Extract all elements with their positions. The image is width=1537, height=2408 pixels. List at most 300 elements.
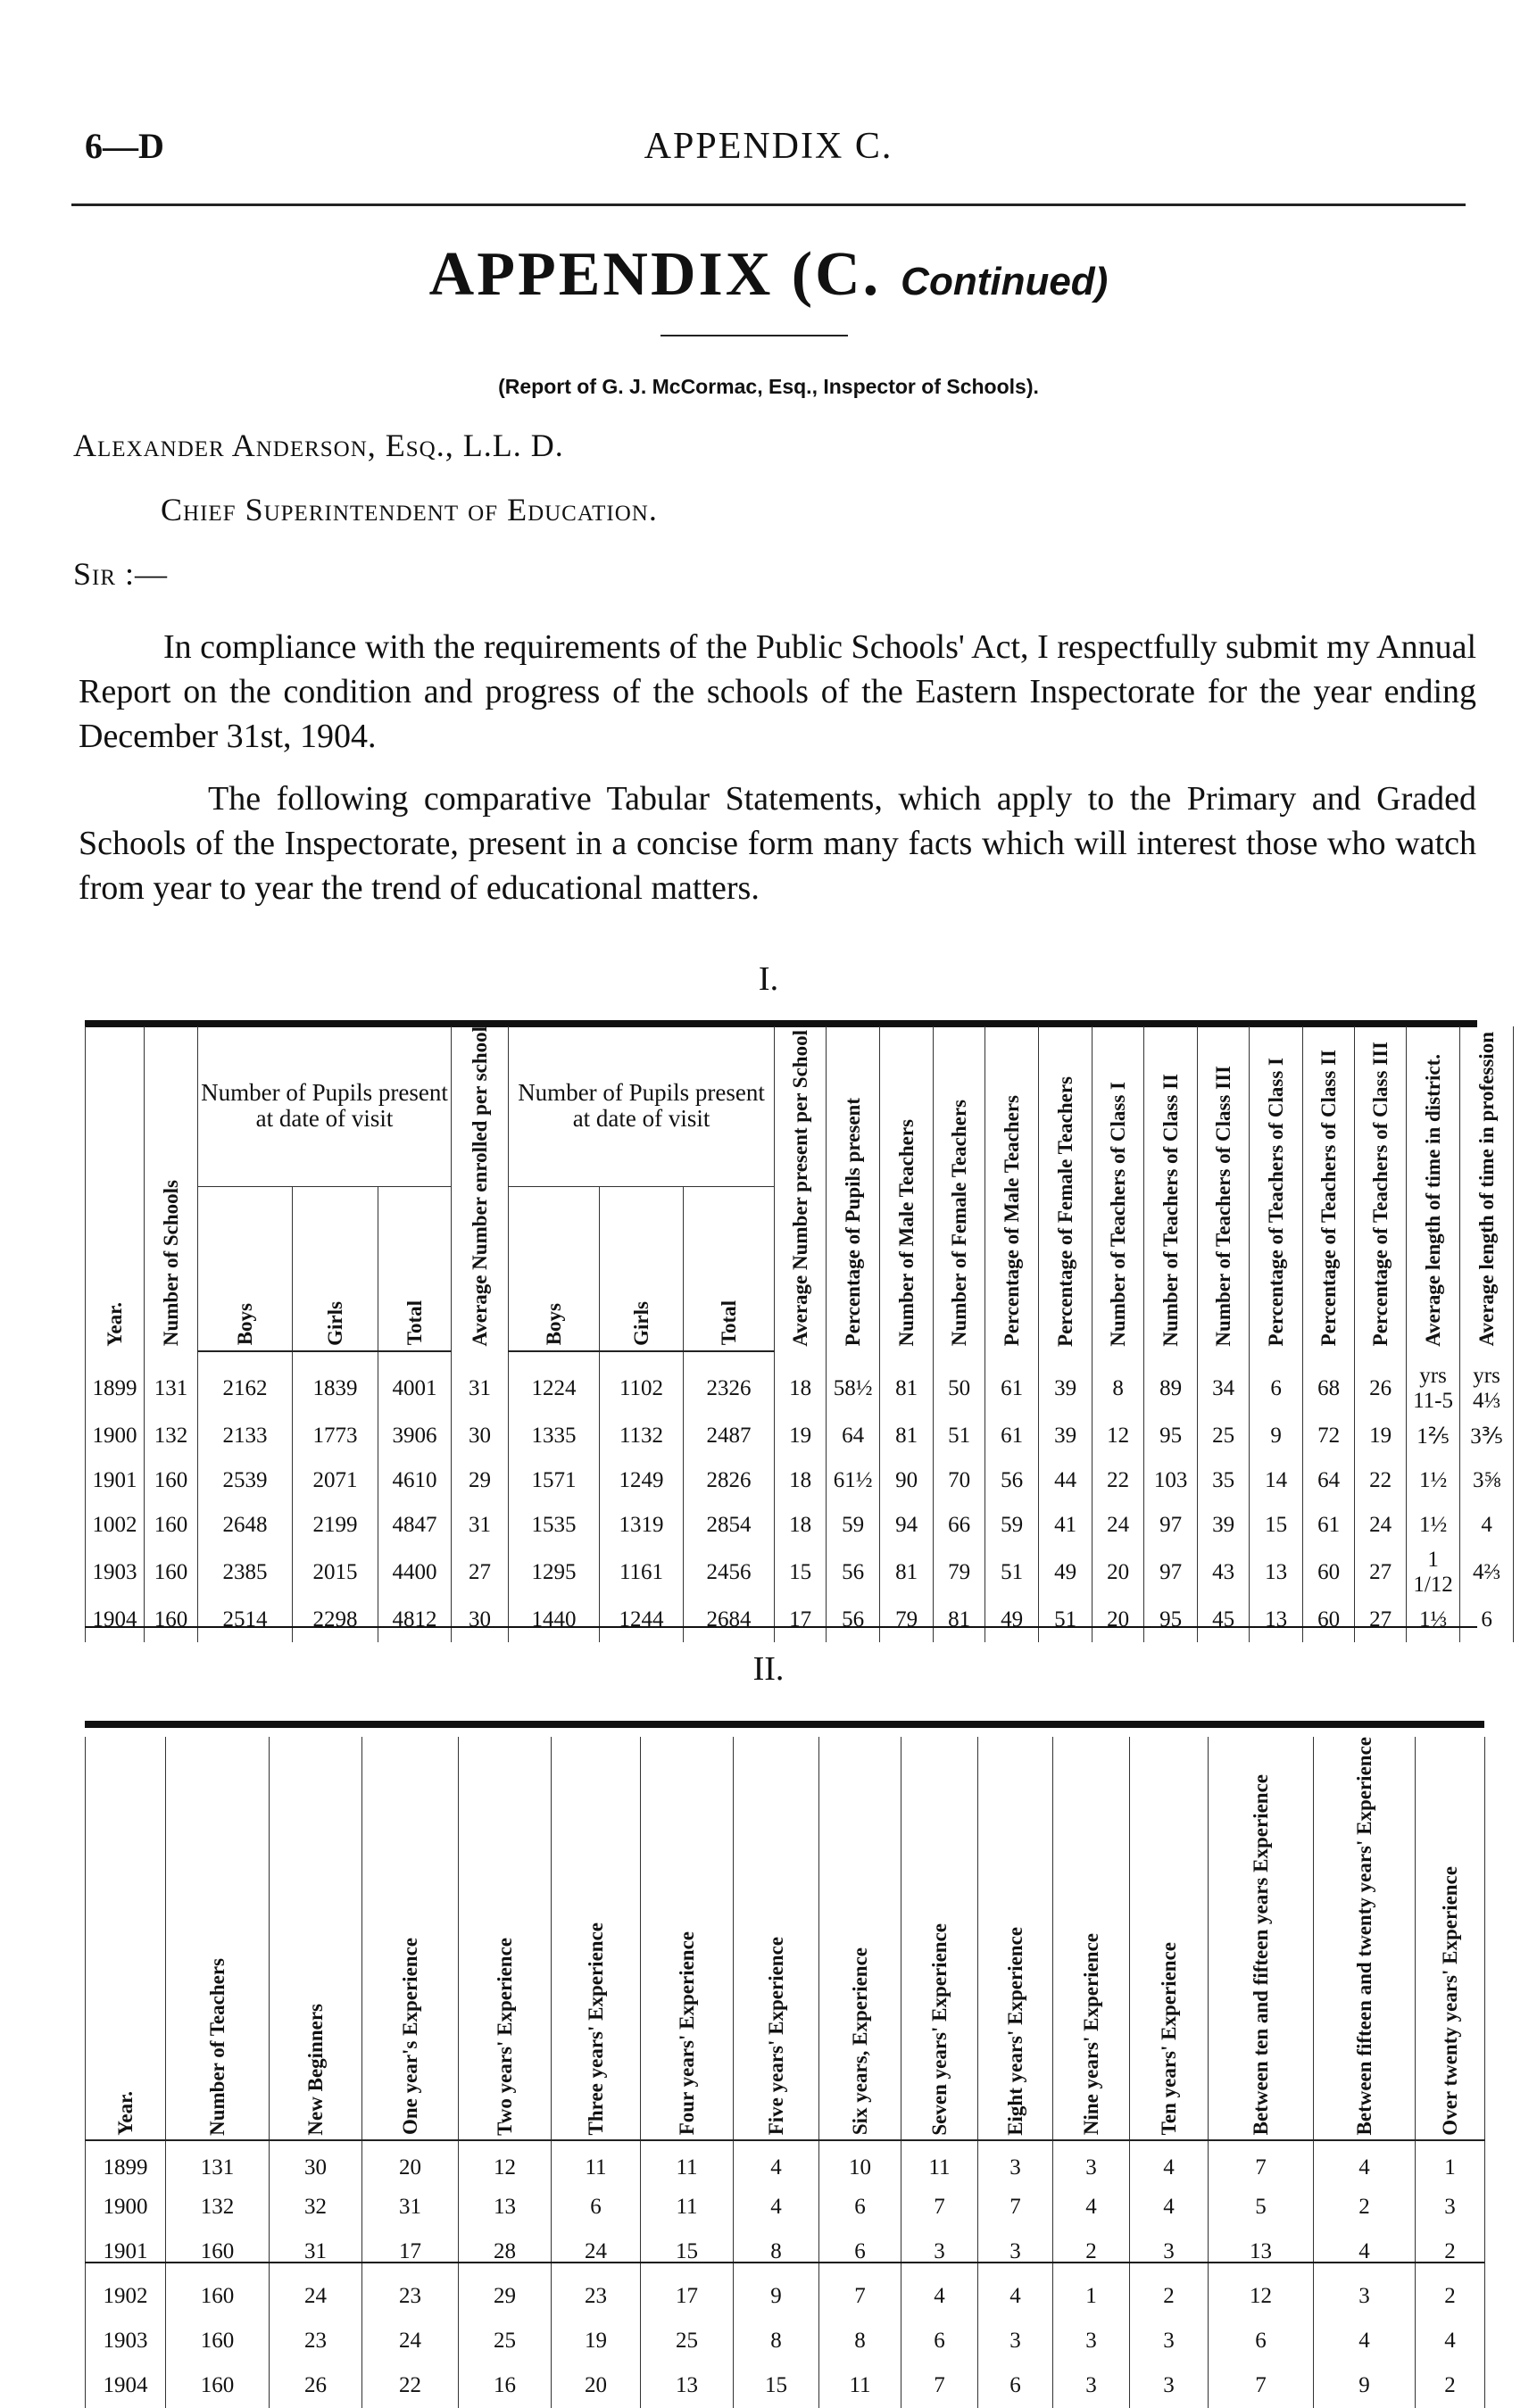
table-cell: 5 xyxy=(1209,2185,1314,2229)
table-cell: 2684 xyxy=(684,1598,775,1642)
table-row xyxy=(86,2185,1485,2229)
running-head xyxy=(85,125,1452,179)
table-cell: yrs 4⅓ xyxy=(1460,1351,1514,1414)
table-cell: 2071 xyxy=(293,1458,378,1503)
table-cell: 61 xyxy=(1303,1503,1355,1548)
table-cell: 1½ xyxy=(1407,1458,1460,1503)
table-cell: 2456 xyxy=(684,1548,775,1598)
table-cell: 1 1/12 xyxy=(1407,1548,1460,1598)
table-cell: 1335 xyxy=(509,1414,600,1458)
col-exp9: Nine years' Experience xyxy=(1053,1737,1130,2140)
table-cell: 59 xyxy=(827,1503,880,1548)
table-cell: 3 xyxy=(1053,2363,1130,2408)
table-row xyxy=(86,2274,1485,2319)
table-cell: 94 xyxy=(880,1503,934,1548)
table-cell: 2854 xyxy=(684,1503,775,1548)
table-cell: 89 xyxy=(1144,1351,1198,1414)
col-pct-present: Percentage of Pupils present xyxy=(827,1026,880,1351)
col-exp1: One year's Experience xyxy=(362,1737,459,2140)
table-cell: 39 xyxy=(1039,1414,1093,1458)
table-cell: 20 xyxy=(1093,1598,1144,1642)
page-number: 6—D xyxy=(85,126,164,166)
col-year: Year. xyxy=(86,1026,145,1351)
table-cell: 8 xyxy=(1093,1351,1144,1414)
table-cell: 15 xyxy=(734,2363,819,2408)
table-cell: 1 xyxy=(1053,2274,1130,2319)
appendix-title xyxy=(0,239,1537,311)
table-cell: 132 xyxy=(166,2185,270,2229)
table-row xyxy=(86,1458,1514,1503)
table-cell: 1295 xyxy=(509,1548,600,1598)
table-cell: 18 xyxy=(775,1503,827,1548)
table-cell: 59 xyxy=(985,1503,1039,1548)
table-cell: 64 xyxy=(827,1414,880,1458)
table-cell: 28 xyxy=(459,2229,552,2274)
year-cell: 1901 xyxy=(86,1458,145,1503)
table-cell: 61½ xyxy=(827,1458,880,1503)
table-cell: 81 xyxy=(880,1414,934,1458)
table-cell: 24 xyxy=(362,2319,459,2363)
table-cell: 39 xyxy=(1039,1351,1093,1414)
col-boys-2: Boys xyxy=(509,1186,600,1350)
year-cell: 1899 xyxy=(86,1351,145,1414)
table-cell: 160 xyxy=(145,1458,198,1503)
table-cell: 2199 xyxy=(293,1503,378,1548)
col-schools: Number of Schools xyxy=(145,1026,198,1351)
table-cell: 1 xyxy=(1416,2140,1485,2185)
table2-bottom-rule xyxy=(85,2262,1484,2263)
table-cell: 160 xyxy=(166,2319,270,2363)
table-cell: 3 xyxy=(978,2229,1053,2274)
table-cell: 79 xyxy=(934,1548,985,1598)
table-cell: 4 xyxy=(1416,2319,1485,2363)
table-cell: 10 xyxy=(819,2140,901,2185)
table-cell: 160 xyxy=(166,2229,270,2274)
col-pct-class3: Percentage of Teachers of Class III xyxy=(1355,1026,1407,1351)
table-cell: 17 xyxy=(362,2229,459,2274)
table-cell: 51 xyxy=(1039,1598,1093,1642)
table-cell: 3⅝ xyxy=(1460,1458,1514,1503)
table-cell: 4 xyxy=(1460,1503,1514,1548)
addressee-position: Chief Superintendent of Education. xyxy=(161,492,658,527)
table-row xyxy=(86,2229,1485,2274)
table-cell: 90 xyxy=(880,1458,934,1503)
table-cell: 66 xyxy=(934,1503,985,1548)
salutation: Sir :— xyxy=(73,556,169,592)
table-cell: 4001 xyxy=(378,1351,452,1414)
table-cell: 61 xyxy=(985,1414,1039,1458)
table-cell: 25 xyxy=(641,2319,734,2363)
table-cell: 7 xyxy=(1209,2363,1314,2408)
table-cell: 160 xyxy=(166,2363,270,2408)
table-cell: 51 xyxy=(985,1548,1039,1598)
col-len-district: Average length of time in district. xyxy=(1407,1026,1460,1351)
table-cell: 3906 xyxy=(378,1414,452,1458)
table-cell: 23 xyxy=(362,2274,459,2319)
table-cell: 11 xyxy=(552,2140,641,2185)
pupils-teachers-table xyxy=(85,1026,1514,1642)
table-cell: 45 xyxy=(1198,1598,1250,1642)
table-cell: 2162 xyxy=(198,1351,293,1414)
col-avg-enrolled: Average Number enrolled per school xyxy=(452,1026,509,1351)
table-cell: 50 xyxy=(934,1351,985,1414)
table-cell: 16 xyxy=(459,2363,552,2408)
table-cell: 6 xyxy=(819,2229,901,2274)
table-cell: 13 xyxy=(641,2363,734,2408)
table-cell: 20 xyxy=(552,2363,641,2408)
table-cell: 1⅖ xyxy=(1407,1414,1460,1458)
table-row xyxy=(86,1548,1514,1598)
table-cell: 8 xyxy=(734,2229,819,2274)
year-cell: 1903 xyxy=(86,2319,166,2363)
table-cell: 4 xyxy=(978,2274,1053,2319)
table-cell: 4 xyxy=(1314,2319,1416,2363)
table-cell: 2385 xyxy=(198,1548,293,1598)
table-cell: 1773 xyxy=(293,1414,378,1458)
intro-paragraph: In compliance with the requirements of the Public Schools' Act, I respectfully submit my Annual Report on the condition and progress of the schools of the Eastern Inspectorate for the year ending December 31st, 1904. xyxy=(79,628,1476,755)
table-cell: 22 xyxy=(362,2363,459,2408)
table-cell: 81 xyxy=(880,1351,934,1414)
tables-paragraph: The following comparative Tabular Statements, which apply to the Primary and Graded Schools of the Inspectorate, present in a concise form many facts which will interest those who watch from year to year the trend of educational matters. xyxy=(79,780,1476,907)
table-cell: 24 xyxy=(1355,1503,1407,1548)
col-boys: Boys xyxy=(198,1186,293,1350)
table-cell: 2 xyxy=(1416,2363,1485,2408)
table-cell: 4400 xyxy=(378,1548,452,1598)
col-girls-2: Girls xyxy=(600,1186,684,1350)
table-cell: 68 xyxy=(1303,1351,1355,1414)
table-cell: 13 xyxy=(1250,1548,1303,1598)
table-cell: 2514 xyxy=(198,1598,293,1642)
table-cell: 24 xyxy=(270,2274,362,2319)
table-cell: 32 xyxy=(270,2185,362,2229)
table-cell: 103 xyxy=(1144,1458,1198,1503)
table-cell: 1839 xyxy=(293,1351,378,1414)
table-row xyxy=(86,1503,1514,1548)
table-cell: 20 xyxy=(362,2140,459,2185)
table-cell: 51 xyxy=(934,1414,985,1458)
col-avg-present: Average Number present per School xyxy=(775,1026,827,1351)
report-attribution: (Report of G. J. McCormac, Esq., Inspector of Schools). xyxy=(498,375,1039,398)
table-cell: 12 xyxy=(459,2140,552,2185)
table-cell: 70 xyxy=(934,1458,985,1503)
table-cell: 27 xyxy=(452,1548,509,1598)
table-cell: 4 xyxy=(734,2140,819,2185)
table-cell: 2487 xyxy=(684,1414,775,1458)
section-one-number: I. xyxy=(758,960,779,998)
table-cell: 30 xyxy=(270,2140,362,2185)
col-exp6: Six years, Experience xyxy=(819,1737,901,2140)
table-cell: 2 xyxy=(1130,2274,1209,2319)
table-cell: 6 xyxy=(1460,1598,1514,1642)
table-cell: 19 xyxy=(1355,1414,1407,1458)
table-cell: 60 xyxy=(1303,1598,1355,1642)
table-cell: 6 xyxy=(978,2363,1053,2408)
table-cell: 31 xyxy=(362,2185,459,2229)
table-cell: 3⅗ xyxy=(1460,1414,1514,1458)
table-cell: 1244 xyxy=(600,1598,684,1642)
table-cell: 35 xyxy=(1198,1458,1250,1503)
table-cell: 6 xyxy=(819,2185,901,2229)
table-cell: 31 xyxy=(452,1503,509,1548)
table-cell: 2 xyxy=(1314,2185,1416,2229)
table-cell: 132 xyxy=(145,1414,198,1458)
table-cell: 2 xyxy=(1416,2229,1485,2274)
table-cell: 19 xyxy=(775,1414,827,1458)
col-exp5: Five years' Experience xyxy=(734,1737,819,2140)
table-cell: 160 xyxy=(145,1548,198,1598)
table-cell: 11 xyxy=(641,2140,734,2185)
table-cell: 25 xyxy=(1198,1414,1250,1458)
table-cell: yrs 11-5 xyxy=(1407,1351,1460,1414)
col-class2: Number of Teachers of Class II xyxy=(1144,1026,1198,1351)
table-cell: 2015 xyxy=(293,1548,378,1598)
table-cell: 64 xyxy=(1303,1458,1355,1503)
table1-bottom-rule xyxy=(85,1626,1477,1628)
table-cell: 22 xyxy=(1093,1458,1144,1503)
table-cell: 3 xyxy=(901,2229,978,2274)
table-cell: 29 xyxy=(452,1458,509,1503)
table-cell: 8 xyxy=(734,2319,819,2363)
table-cell: 3 xyxy=(1130,2229,1209,2274)
table-cell: 29 xyxy=(459,2274,552,2319)
table-cell: 17 xyxy=(775,1598,827,1642)
table-cell: 2 xyxy=(1053,2229,1130,2274)
table-cell: 4⅔ xyxy=(1460,1548,1514,1598)
table-cell: 49 xyxy=(1039,1548,1093,1598)
col-exp4: Four years' Experience xyxy=(641,1737,734,2140)
table-cell: 2648 xyxy=(198,1503,293,1548)
table-cell: 3 xyxy=(978,2319,1053,2363)
table-cell: 1319 xyxy=(600,1503,684,1548)
table-cell: 17 xyxy=(641,2274,734,2319)
table-cell: 15 xyxy=(1250,1503,1303,1548)
col-exp20: Over twenty years' Experience xyxy=(1416,1737,1485,2140)
table-cell: 6 xyxy=(552,2185,641,2229)
table-cell: 2326 xyxy=(684,1351,775,1414)
col-len-profession: Average length of time in profession xyxy=(1460,1026,1514,1351)
table-cell: 13 xyxy=(1209,2229,1314,2274)
table-cell: 13 xyxy=(1250,1598,1303,1642)
table-cell: 97 xyxy=(1144,1503,1198,1548)
table-row xyxy=(86,1414,1514,1458)
table-cell: 15 xyxy=(641,2229,734,2274)
table-cell: 4 xyxy=(901,2274,978,2319)
table-cell: 11 xyxy=(819,2363,901,2408)
table-row xyxy=(86,2363,1485,2408)
table-cell: 72 xyxy=(1303,1414,1355,1458)
year-cell: 1900 xyxy=(86,1414,145,1458)
table2-body xyxy=(86,2140,1485,2408)
year-cell: 1904 xyxy=(86,2363,166,2408)
table-row xyxy=(86,1598,1514,1642)
table-cell: 20 xyxy=(1093,1548,1144,1598)
year-cell: 1002 xyxy=(86,1503,145,1548)
table-cell: 4 xyxy=(734,2185,819,2229)
col-exp8: Eight years' Experience xyxy=(978,1737,1053,2140)
table-cell: 2 xyxy=(1416,2274,1485,2319)
header-rule xyxy=(71,203,1466,206)
table-cell: 27 xyxy=(1355,1598,1407,1642)
year-cell: 1900 xyxy=(86,2185,166,2229)
table-cell: 6 xyxy=(1250,1351,1303,1414)
table-cell: 4812 xyxy=(378,1598,452,1642)
table-cell: 2539 xyxy=(198,1458,293,1503)
table-cell: 4 xyxy=(1314,2140,1416,2185)
table-cell: 12 xyxy=(1209,2274,1314,2319)
table-cell: 3 xyxy=(978,2140,1053,2185)
table-cell: 97 xyxy=(1144,1548,1198,1598)
table-cell: 18 xyxy=(775,1351,827,1414)
col-teachers: Number of Teachers xyxy=(166,1737,270,2140)
table-cell: 3 xyxy=(1416,2185,1485,2229)
table-cell: 7 xyxy=(901,2185,978,2229)
col-year: Year. xyxy=(86,1737,166,2140)
table-cell: 39 xyxy=(1198,1503,1250,1548)
teacher-experience-table xyxy=(85,1737,1485,2408)
col-class1: Number of Teachers of Class I xyxy=(1093,1026,1144,1351)
col-pct-female: Percentage of Female Teachers xyxy=(1039,1026,1093,1351)
year-cell: 1899 xyxy=(86,2140,166,2185)
col-female-teachers: Number of Female Teachers xyxy=(934,1026,985,1351)
table-cell: 2133 xyxy=(198,1414,293,1458)
table-cell: 1224 xyxy=(509,1351,600,1414)
table-cell: 34 xyxy=(1198,1351,1250,1414)
table-cell: 26 xyxy=(270,2363,362,2408)
table-cell: 22 xyxy=(1355,1458,1407,1503)
table-cell: 25 xyxy=(459,2319,552,2363)
table-cell: 160 xyxy=(145,1503,198,1548)
section-two-number: II. xyxy=(752,1650,785,1688)
table-cell: 1161 xyxy=(600,1548,684,1598)
table-cell: 30 xyxy=(452,1414,509,1458)
group-pupils-at-visit-2: Number of Pupils present at date of visit xyxy=(509,1026,775,1186)
table-cell: 1132 xyxy=(600,1414,684,1458)
col-total: Total xyxy=(378,1186,452,1350)
table-cell: 6 xyxy=(901,2319,978,2363)
table-cell: 43 xyxy=(1198,1548,1250,1598)
table-cell: 3 xyxy=(1053,2319,1130,2363)
col-exp2: Two years' Experience xyxy=(459,1737,552,2140)
table-cell: 3 xyxy=(1130,2363,1209,2408)
table-cell: 24 xyxy=(1093,1503,1144,1548)
col-pct-class2: Percentage of Teachers of Class II xyxy=(1303,1026,1355,1351)
table-cell: 7 xyxy=(978,2185,1053,2229)
table-cell: 4 xyxy=(1053,2185,1130,2229)
table-cell: 15 xyxy=(775,1548,827,1598)
table-cell: 131 xyxy=(166,2140,270,2185)
table1-body xyxy=(86,1351,1514,1642)
table-cell: 7 xyxy=(1209,2140,1314,2185)
table-cell: 95 xyxy=(1144,1598,1198,1642)
table-cell: 7 xyxy=(819,2274,901,2319)
table-cell: 30 xyxy=(452,1598,509,1642)
table-cell: 9 xyxy=(1314,2363,1416,2408)
table-cell: 19 xyxy=(552,2319,641,2363)
table-cell: 27 xyxy=(1355,1548,1407,1598)
table-cell: 3 xyxy=(1314,2274,1416,2319)
table-cell: 8 xyxy=(819,2319,901,2363)
table-cell: 4 xyxy=(1130,2140,1209,2185)
year-cell: 1902 xyxy=(86,2274,166,2319)
table-row xyxy=(86,2319,1485,2363)
table-cell: 4847 xyxy=(378,1503,452,1548)
table-cell: 26 xyxy=(1355,1351,1407,1414)
table-cell: 3 xyxy=(1053,2140,1130,2185)
group-pupils-at-visit-1: Number of Pupils present at date of visit xyxy=(198,1026,452,1186)
col-total-2: Total xyxy=(684,1186,775,1350)
table-cell: 4610 xyxy=(378,1458,452,1503)
col-pct-class1: Percentage of Teachers of Class I xyxy=(1250,1026,1303,1351)
table-cell: 81 xyxy=(880,1548,934,1598)
col-beginners: New Beginners xyxy=(270,1737,362,2140)
table-cell: 58½ xyxy=(827,1351,880,1414)
addressee-name: Alexander Anderson, Esq., L.L. D. xyxy=(73,428,564,463)
col-male-teachers: Number of Male Teachers xyxy=(880,1026,934,1351)
table-cell: 1535 xyxy=(509,1503,600,1548)
table-cell: 60 xyxy=(1303,1548,1355,1598)
col-exp3: Three years' Experience xyxy=(552,1737,641,2140)
table-cell: 14 xyxy=(1250,1458,1303,1503)
col-pct-male: Percentage of Male Teachers xyxy=(985,1026,1039,1351)
table-cell: 1249 xyxy=(600,1458,684,1503)
table-cell: 81 xyxy=(934,1598,985,1642)
table-cell: 6 xyxy=(1209,2319,1314,2363)
col-exp7: Seven years' Experience xyxy=(901,1737,978,2140)
table-cell: 13 xyxy=(459,2185,552,2229)
running-title: APPENDIX C. xyxy=(644,126,893,167)
table-cell: 56 xyxy=(827,1598,880,1642)
col-exp15-20: Between fifteen and twenty years' Experience xyxy=(1314,1737,1416,2140)
table-cell: 1½ xyxy=(1407,1503,1460,1548)
table-cell: 1440 xyxy=(509,1598,600,1642)
table-cell: 1571 xyxy=(509,1458,600,1503)
table-cell: 49 xyxy=(985,1598,1039,1642)
table-row xyxy=(86,2140,1485,2185)
table-cell: 56 xyxy=(827,1548,880,1598)
year-cell: 1904 xyxy=(86,1598,145,1642)
table2-top-rule xyxy=(85,1721,1484,1728)
appendix-title-main: APPENDIX (C. xyxy=(428,240,882,309)
table-cell: 1⅓ xyxy=(1407,1598,1460,1642)
table-cell: 31 xyxy=(452,1351,509,1414)
table-cell: 9 xyxy=(1250,1414,1303,1458)
table-cell: 56 xyxy=(985,1458,1039,1503)
table-cell: 2826 xyxy=(684,1458,775,1503)
year-cell: 1903 xyxy=(86,1548,145,1598)
table-cell: 4 xyxy=(1314,2229,1416,2274)
table-row xyxy=(86,1351,1514,1414)
title-rule xyxy=(660,335,848,336)
col-class3: Number of Teachers of Class III xyxy=(1198,1026,1250,1351)
year-cell: 1901 xyxy=(86,2229,166,2274)
table-cell: 23 xyxy=(552,2274,641,2319)
col-girls: Girls xyxy=(293,1186,378,1350)
appendix-title-continued: Continued) xyxy=(901,260,1109,303)
table-cell: 31 xyxy=(270,2229,362,2274)
table-cell: 61 xyxy=(985,1351,1039,1414)
table-cell: 2298 xyxy=(293,1598,378,1642)
table-cell: 160 xyxy=(145,1598,198,1642)
table-cell: 44 xyxy=(1039,1458,1093,1503)
table-cell: 7 xyxy=(901,2363,978,2408)
table-cell: 9 xyxy=(734,2274,819,2319)
col-exp10-15: Between ten and fifteen years Experience xyxy=(1209,1737,1314,2140)
table-cell: 12 xyxy=(1093,1414,1144,1458)
col-exp10: Ten years' Experience xyxy=(1130,1737,1209,2140)
table-cell: 18 xyxy=(775,1458,827,1503)
table-cell: 41 xyxy=(1039,1503,1093,1548)
table-cell: 95 xyxy=(1144,1414,1198,1458)
